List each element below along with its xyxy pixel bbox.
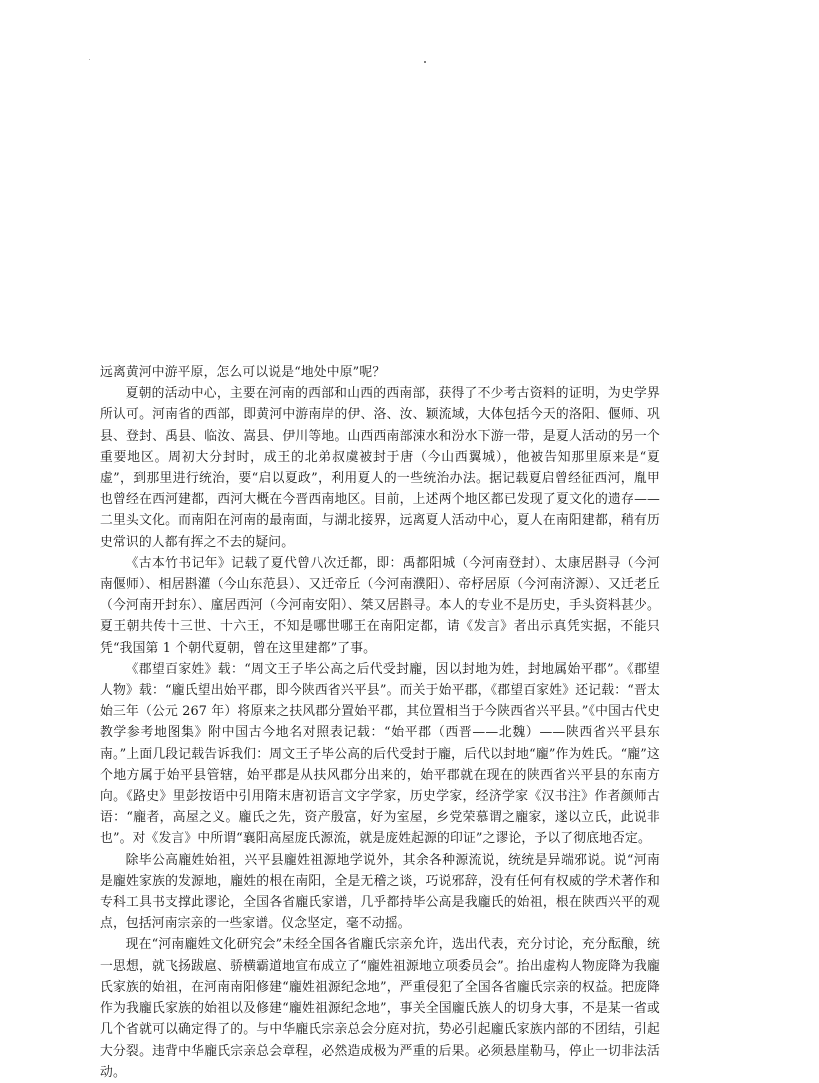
paragraph-bamboo-annals: 《古本竹书记年》记载了夏代曾八次迁都，即：禹都阳城（今河南登封）、太康居斟寻（今河南偃师）、相居斟灌（今山东范县）、又迁帝丘（今河南濮阳）、帝杼居原（今河南济源）、又迁老丘（今河南开封东）、廑居西河（今河南安阳）、桀又居斟寻。本人的专业不是历史，手头资料甚少。夏王朝共传十三世、十六王，不知是哪世哪王在南阳定都，请《发言》者出示真凭实据，不能只凭“我国第 1 个朝代夏朝，曾在这里建都”了事。: [100, 555, 660, 656]
paragraph-continuation: 远离黄河中游平原，怎么可以说是“地处中原”呢？: [100, 365, 386, 380]
header-mark-left: [89, 59, 90, 60]
paragraph-origin-theories: 除毕公高龐姓始祖，兴平县龐姓祖源地学说外，其余各种源流说，统统是异端邪说。说“河南是龐姓家族的发源地，龐姓的根在南阳，全是无稽之谈，巧说邪辞，没有任何有权威的学术著作和专科工具书支撑此谬论，全国各省龐氏家谱，几乎都持毕公高是我龐氏的始祖，根在陕西兴平的观点，包括河南宗亲的一些家谱。仪念坚定，毫不动摇。: [100, 852, 660, 932]
body-text: [100, 362, 660, 1083]
paragraph-junwang: 《郡望百家姓》载：“周文王子毕公高之后代受封龐，因以封地为姓，封地属始平郡”。《郡望人物》载：“龐氏望出始平郡，即今陕西省兴平县”。而关于始平郡，《郡望百家姓》还记载：“晋太始三年（公元 267 年）将原来之扶风郡分置始平郡，其位置相当于今陕西省兴平县。”《中国古代史教学参考地图集》附中国古今地名对照表记载：“始平郡（西晋——北魏）——陕西省兴平县东南。”上面几段记载告诉我们：周文王子毕公高的后代受封于龐，后代以封地“龐”作为姓氏。“龐”这个地方属于始平县管辖，始平郡是从扶风郡分出来的，始平郡就在现在的陕西省兴平县的东南方向。《路史》里彭按语中引用隋末唐初语言文字学家，历史学家，经济学家《汉书注》作者颜师古语：“龐者，高屋之义。龐氏之先，资产殷富，好为室屋，乡党荣慕谓之龐家，遂以立氏，此说非也”。对《发言》中所谓“襄阳高屋庞氏源流，就是庞姓起源的印证”之谬论，予以了彻底地否定。: [100, 661, 660, 847]
paragraph-henan-association: 现在“河南龐姓文化研究会”未经全国各省龐氏宗亲允许，选出代表，充分讨论，充分酝酿，统一思想，就飞扬跋扈、骄横霸道地宣布成立了“龐姓祖源地立项委员会”。抬出虚构人物庞降为我龐氏家族的始祖，在河南南阳修建“龐姓祖源纪念地”，严重侵犯了全国各省龐氏宗亲的权益。把庞降作为我龐氏家族的始祖以及修建“龐姓祖源纪念地”，事关全国龐氏族人的切身大事，不是某一省或几个省就可以确定得了的。与中华龐氏宗亲总会分庭对抗，势必引起龐氏家族内部的不团结，引起大分裂。违背中华龐氏宗亲总会章程，必然造成极为严重的后果。必须悬崖勒马，停止一切非法活动。: [100, 937, 660, 1080]
paragraph-xia-center: 夏朝的活动中心，主要在河南的西部和山西的西南部，获得了不少考古资料的证明，为史学界所认可。河南省的西部，即黄河中游南岸的伊、洛、汝、颖流域，大体包括今天的洛阳、偃师、巩县、登封、禹县、临汝、嵩县、伊川等地。山西西南部涑水和汾水下游一带，是夏人活动的另一个重要地区。周初大分封时，成王的北弟叔虞被封于唐（今山西翼城），他被告知那里原来是“夏虚”，到那里进行统治，要“启以夏政”，利用夏人的一些统治办法。据记载夏启曾经征西河，胤甲也曾经在西河建都，西河大概在今晋西南地区。目前，上述两个地区都已发现了夏文化的遗存——二里头文化。而南阳在河南的最南面，与湖北接界，远离夏人活动中心，夏人在南阳建都，稍有历史常识的人都有挥之不去的疑问。: [100, 386, 660, 550]
header-mark-center: [424, 61, 426, 63]
